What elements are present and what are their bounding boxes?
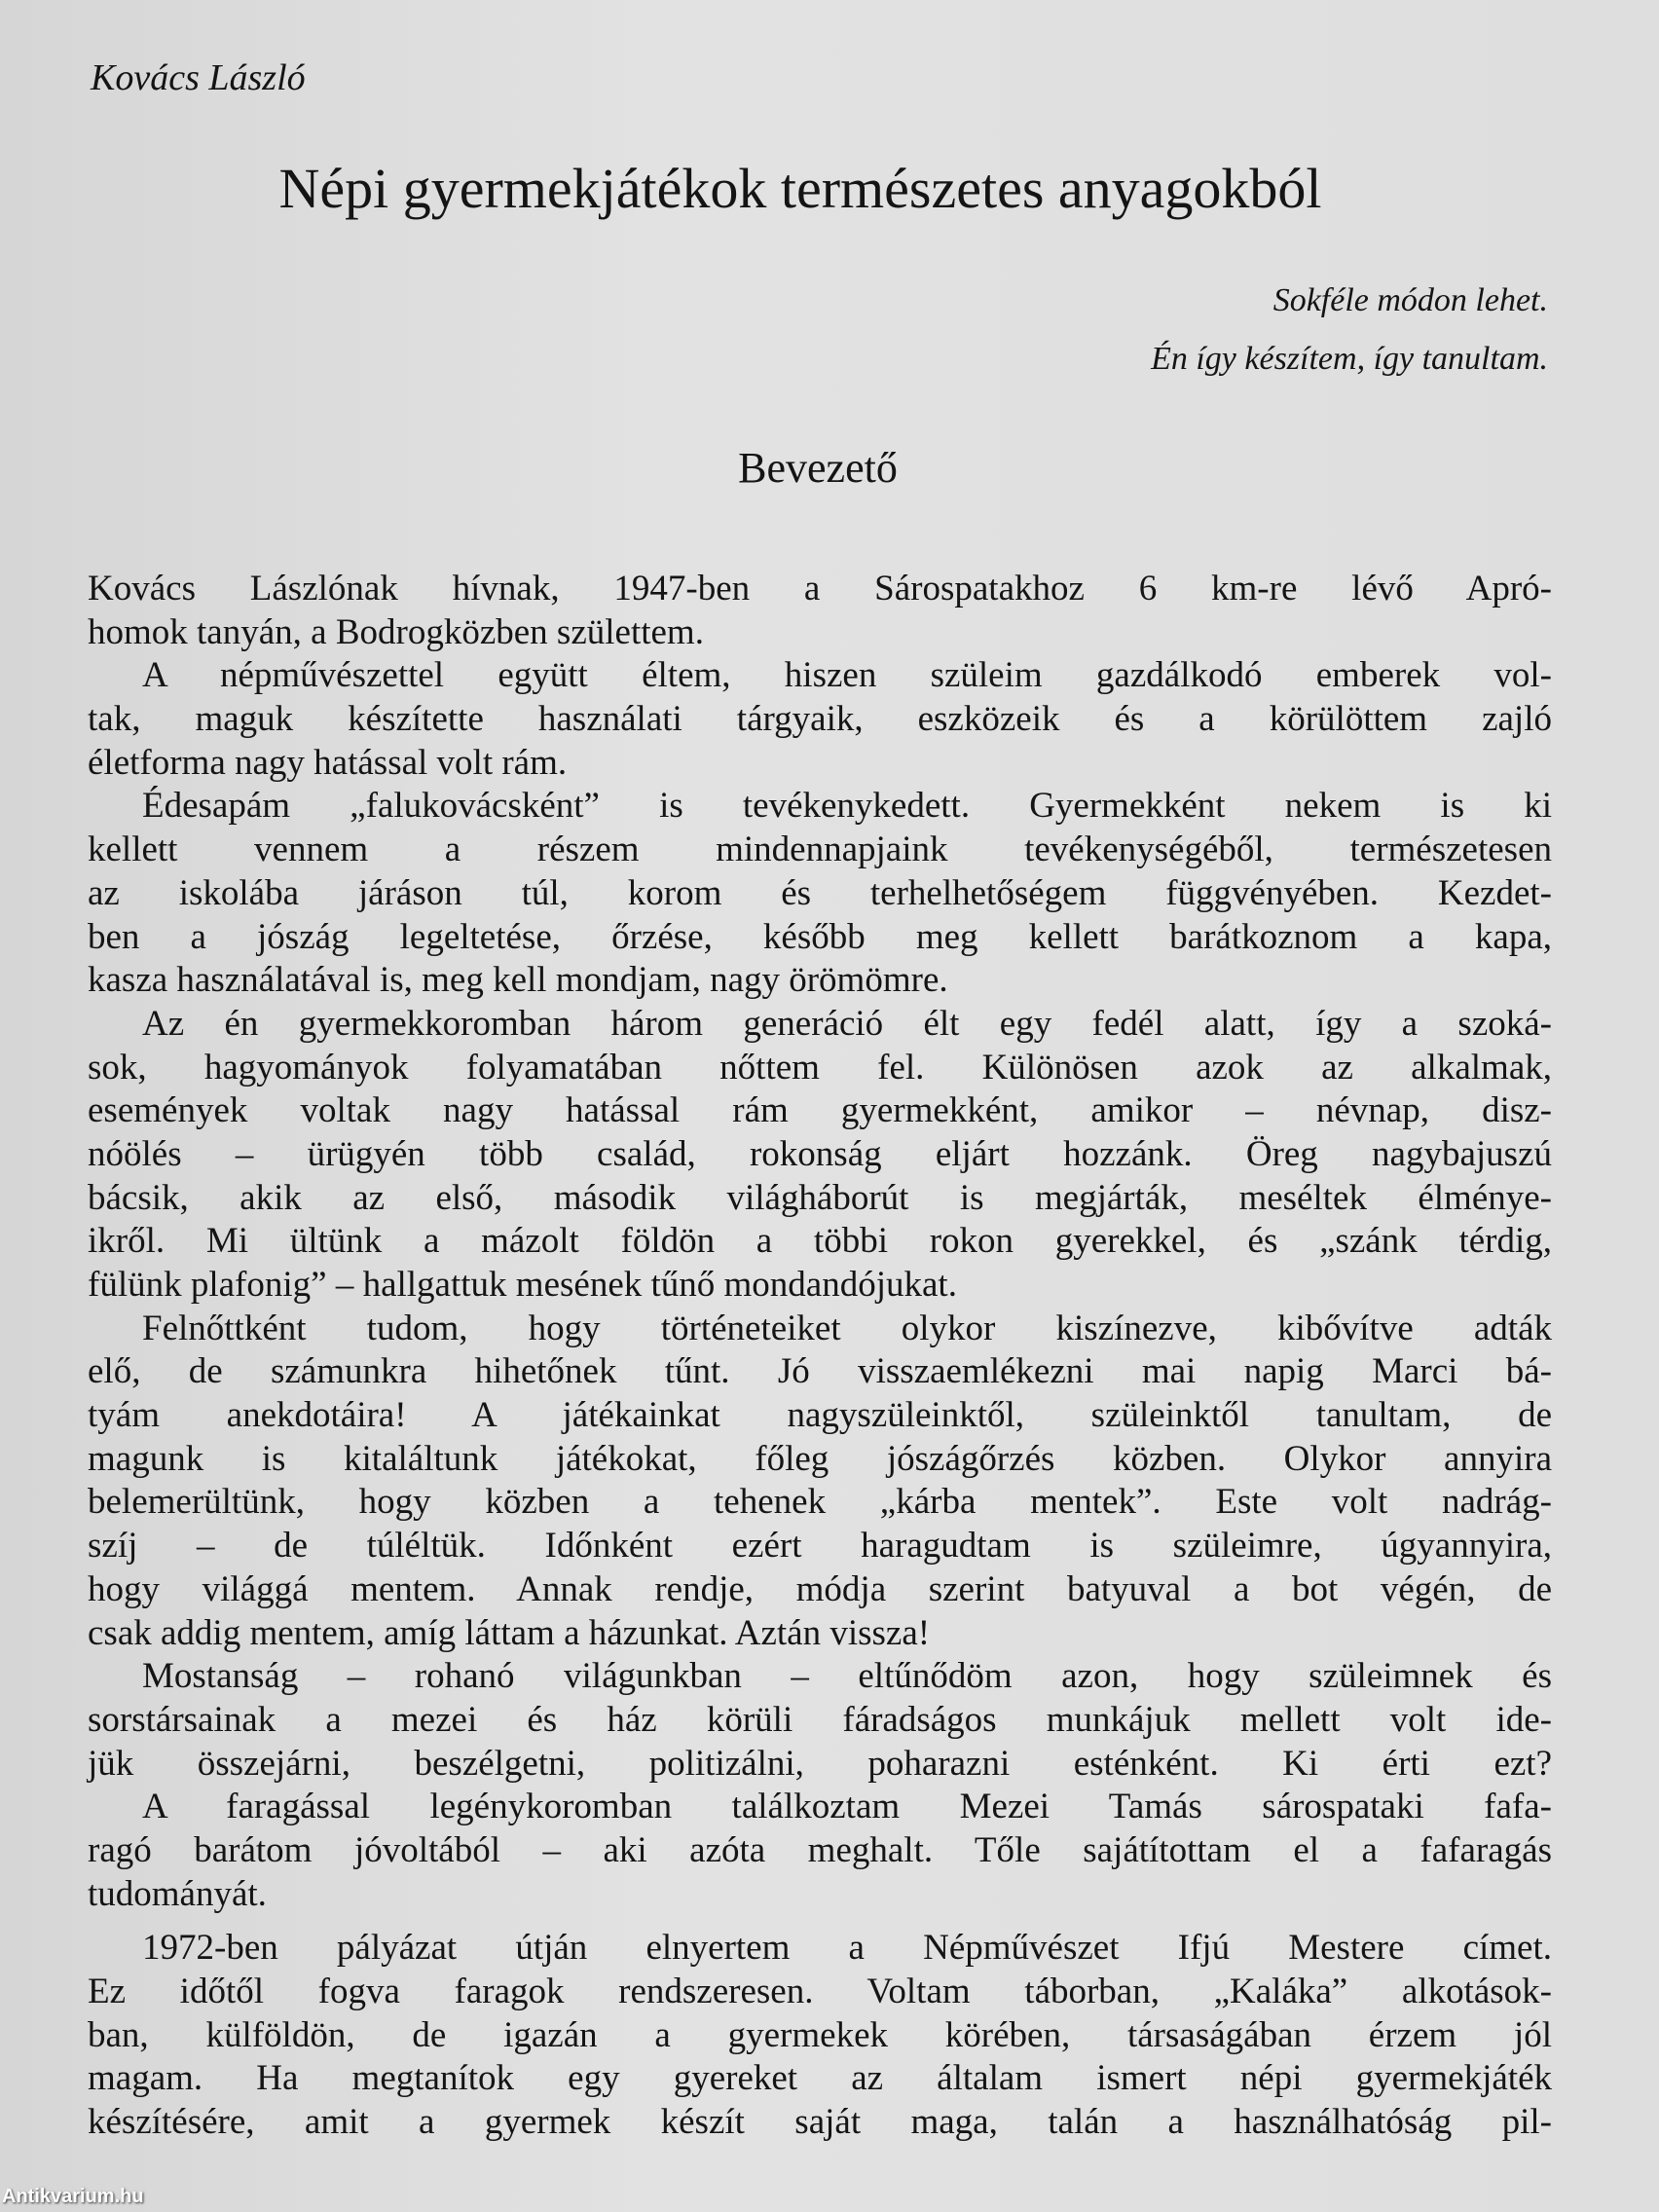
text-line: tudományát. <box>88 1873 267 1914</box>
section-heading: Bevezető <box>738 444 898 492</box>
text-line: homok tanyán, a Bodrogközben születtem. <box>88 611 704 652</box>
text-line: Mostanság – rohanó világunkban – eltűnődöm azon, hogy szüleimnek és <box>142 1656 1552 1697</box>
text-line: magam. Ha megtanítok egy gyereket az általam ismert népi gyermekjáték <box>88 2058 1552 2099</box>
epigraph-line: Én így készítem, így tanultam. <box>1151 341 1548 377</box>
text-line: tyám anekdotáira! A játékainkat nagyszüleinktől, szüleinktől tanultam, de <box>88 1395 1552 1436</box>
text-line: A faragással legénykoromban találkoztam Mezei Tamás sárospataki fafa- <box>142 1787 1552 1827</box>
text-line: ben a jószág legeltetése, őrzése, később meg kellett barátkoznom a kapa, <box>88 916 1552 957</box>
text-line: kellett vennem a részem mindennapjaink tevékenységéből, természetesen <box>88 830 1552 870</box>
text-line: jük összejárni, beszélgetni, politizálni, poharazni esténként. Ki érti ezt? <box>88 1743 1552 1784</box>
text-line: készítésére, amit a gyermek készít saját maga, talán a használhatóság pil- <box>88 2102 1552 2143</box>
watermark: Antikvarium.hu <box>2 2186 144 2207</box>
text-line: ban, külföldön, de igazán a gyermekek körében, társaságában érzem jól <box>88 2014 1552 2055</box>
author-name: Kovács László <box>91 57 306 98</box>
text-line: ragó barátom jóvoltából – aki azóta meghalt. Tőle sajátítottam el a fafaragás <box>88 1829 1552 1870</box>
epigraph-line: Sokféle módon lehet. <box>1272 282 1548 318</box>
text-line: nóölés – ürügyén több család, rokonság eljárt hozzánk. Öreg nagybajuszú <box>88 1133 1552 1174</box>
text-line: Ez időtől fogva faragok rendszeresen. Voltam táborban, „Kaláka” alkotások- <box>88 1972 1552 2011</box>
text-line: bácsik, akik az első, második világháborút is megjárták, meséltek élménye- <box>88 1177 1552 1218</box>
text-line: Felnőttként tudom, hogy történeteiket olykor kiszínezve, kibővítve adták <box>142 1308 1552 1348</box>
text-line: Az én gyermekkoromban három generáció élt egy fedél alatt, így a szoká- <box>142 1003 1552 1044</box>
text-line: ikről. Mi ültünk a mázolt földön a többi rokon gyerekkel, és „szánk térdig, <box>88 1221 1552 1262</box>
text-line: Édesapám „falukovácsként” is tevékenykedett. Gyermekként nekem is ki <box>142 786 1552 827</box>
text-line: belemerültünk, hogy közben a tehenek „kárba mentek”. Este volt nadrág- <box>88 1482 1552 1523</box>
text-line: szíj – de túléltük. Időnként ezért haragudtam is szüleimre, úgyannyira, <box>88 1526 1552 1567</box>
text-line: kasza használatával is, meg kell mondjam, nagy örömömre. <box>88 960 948 1001</box>
text-line: hogy világgá mentem. Annak rendje, módja szerint batyuval a bot végén, de <box>88 1568 1552 1609</box>
text-line: sorstársainak a mezei és ház körüli fáradságos munkájuk mellett volt ide- <box>88 1699 1552 1740</box>
body-text <box>88 568 1552 2145</box>
text-line: események voltak nagy hatással rám gyermekként, amikor – névnap, disz- <box>88 1090 1552 1131</box>
text-line: magunk is kitaláltunk játékokat, főleg jószágőrzés közben. Olykor annyira <box>88 1438 1552 1479</box>
text-line: életforma nagy hatással volt rám. <box>88 742 568 783</box>
text-line: elő, de számunkra hihetőnek tűnt. Jó visszaemlékezni mai napig Marci bá- <box>88 1351 1552 1392</box>
text-line: fülünk plafonig” – hallgattuk mesének tűnő mondandójukat. <box>88 1265 957 1305</box>
text-line: az iskolába járáson túl, korom és terhelhetőségem függvényében. Kezdet- <box>88 872 1552 913</box>
article-title: Népi gyermekjátékok természetes anyagokból <box>278 157 1322 220</box>
text-line: Kovács Lászlónak hívnak, 1947-ben a Sárospatakhoz 6 km-re lévő Apró- <box>88 569 1552 608</box>
text-line: A népművészettel együtt éltem, hiszen szüleim gazdálkodó emberek vol- <box>142 655 1552 696</box>
text-line: csak addig mentem, amíg láttam a házunkat. Aztán vissza! <box>88 1612 931 1653</box>
text-line: 1972-ben pályázat útján elnyertem a Népművészet Ifjú Mestere címet. <box>142 1928 1552 1969</box>
text-line: tak, maguk készítette használati tárgyaik, eszközeik és a körülöttem zajló <box>88 699 1552 740</box>
text-line: sok, hagyományok folyamatában nőttem fel. Különösen azok az alkalmak, <box>88 1047 1552 1088</box>
